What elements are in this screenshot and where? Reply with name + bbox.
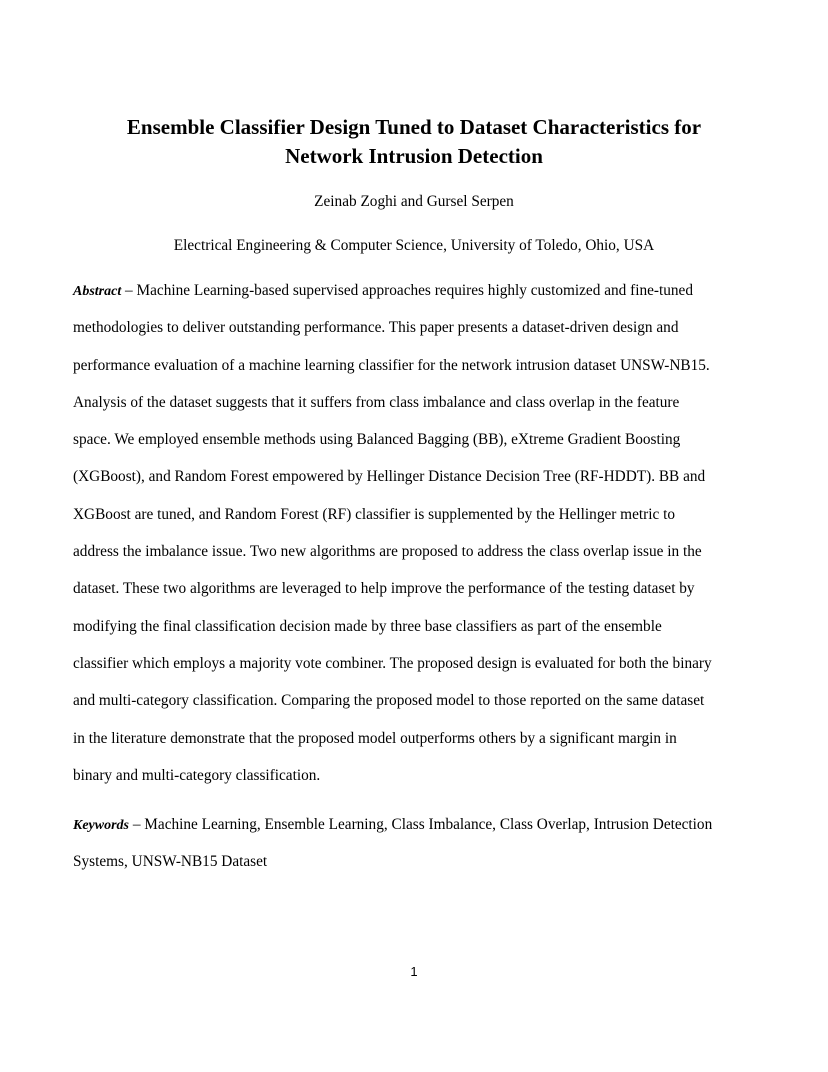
abstract-label: Abstract — [73, 284, 122, 299]
abstract-line: Analysis of the dataset suggests that it suffers from class imbalance and class overlap in the feature — [73, 393, 680, 411]
abstract-line: performance evaluation of a machine learning classifier for the network intrusion dataset UNSW-NB15. — [73, 356, 710, 374]
abstract-line: binary and multi-category classification. — [73, 766, 321, 784]
keywords-label: Keywords — [73, 818, 129, 833]
abstract-line: modifying the final classification decision made by three base classifiers as part of the ensemble — [73, 617, 662, 635]
keywords-text: – Machine Learning, Ensemble Learning, Class Imbalance, Class Overlap, Intrusion Detection — [129, 816, 713, 833]
keywords-line — [73, 815, 763, 852]
keywords — [73, 815, 763, 890]
author-list: Zeinab Zoghi and Gursel Serpen — [314, 193, 514, 210]
paper-title — [60, 113, 768, 171]
abstract-line — [73, 281, 763, 318]
abstract-line: XGBoost are tuned, and Random Forest (RF) classifier is supplemented by the Hellinger metric to — [73, 505, 675, 523]
abstract-text: – Machine Learning-based supervised approaches requires highly customized and fine-tuned — [121, 282, 693, 299]
title-line: Network Intrusion Detection — [285, 144, 543, 168]
abstract-line: classifier which employs a majority vote combiner. The proposed design is evaluated for both the binary — [73, 654, 712, 672]
title-line: Ensemble Classifier Design Tuned to Dataset Characteristics for — [126, 115, 702, 139]
abstract-line: space. We employed ensemble methods using Balanced Bagging (BB), eXtreme Gradient Boosting — [73, 431, 681, 449]
abstract-line: and multi-category classification. Comparing the proposed model to those reported on the same dataset — [73, 692, 705, 710]
abstract-line: methodologies to deliver outstanding performance. This paper presents a dataset-driven design and — [73, 319, 679, 337]
abstract-line: dataset. These two algorithms are leveraged to help improve the performance of the testing dataset by — [73, 580, 695, 598]
affiliation: Electrical Engineering & Computer Science, University of Toledo, Ohio, USA — [173, 237, 655, 254]
abstract-line: (XGBoost), and Random Forest empowered by Hellinger Distance Decision Tree (RF-HDDT). BB and — [73, 468, 706, 486]
abstract-line: address the imbalance issue. Two new algorithms are proposed to address the class overlap issue in the — [73, 543, 702, 561]
abstract — [73, 281, 763, 803]
page-number: 1 — [410, 964, 418, 979]
keywords-line: Systems, UNSW-NB15 Dataset — [73, 853, 268, 871]
abstract-line: in the literature demonstrate that the proposed model outperforms others by a significant margin in — [73, 729, 677, 747]
